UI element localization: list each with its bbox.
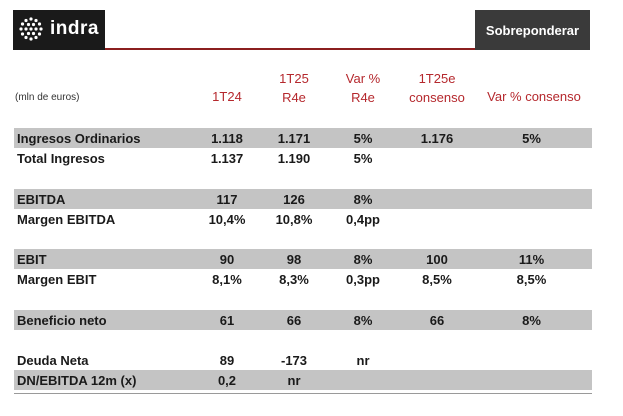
cell-consenso: 100 [426,252,448,267]
cell-var-consenso [479,148,584,168]
cell-consenso [406,209,468,229]
column-header-line: 1T24 [212,89,242,104]
cell-var: 8% [353,252,373,267]
column-header-line: consenso [409,90,465,105]
row-label: EBIT [17,252,47,267]
column-header-line: 1T25 [279,71,309,86]
column-header-1t25e-consenso [402,71,472,106]
cell-1t25: -173 [280,353,308,368]
column-header-1t24 [200,89,254,105]
column-header-line: R4e [282,90,306,105]
table-row [14,128,592,148]
table-bottom-rule [14,393,592,394]
cell-consenso [406,189,468,209]
cell-1t24: 1.118 [211,131,243,146]
row-label: Beneficio neto [17,313,107,328]
cell-1t24: 61 [219,313,235,328]
table-row [14,249,592,269]
cell-1t24: 89 [219,353,235,368]
column-header-1t25-r4e [266,71,322,106]
report-header [13,10,590,50]
table-row [14,189,592,209]
cell-var-consenso [479,370,584,390]
row-label: Total Ingresos [17,151,105,166]
cell-var: nr [356,353,370,368]
cell-1t25: 1.171 [277,131,311,146]
cell-1t24: 8,1% [212,272,242,287]
cell-consenso: 8,5% [422,272,452,287]
indra-logo [13,10,105,50]
column-header-line: R4e [351,90,375,105]
column-header-line: Var % [345,71,381,86]
cell-var-consenso: 11% [518,252,545,267]
cell-var: 0,4pp [346,212,380,227]
cell-var-consenso: 5% [522,131,541,146]
cell-var-consenso [479,189,584,209]
cell-1t25: 10,8% [275,212,313,227]
table-row [14,370,592,390]
row-label: Margen EBIT [17,272,97,287]
table-row [14,148,592,168]
table-row [14,310,592,330]
column-header-var-consenso [476,89,592,105]
cell-1t24: 1.137 [210,151,244,166]
cell-var: 5% [353,151,373,166]
table-row [14,209,592,229]
cell-1t25: 66 [286,313,302,328]
cell-1t25: 1.190 [277,151,311,166]
cell-var: 0,3pp [346,272,380,287]
cell-1t24: 10,4% [208,212,246,227]
dot-grid-logo-icon [18,16,44,42]
cell-var: 8% [353,313,373,328]
cell-1t24: 90 [219,252,235,267]
cell-1t25: 8,3% [279,272,309,287]
row-label: Margen EBITDA [17,212,116,227]
cell-1t24: 0,2 [217,373,237,388]
table-row [14,269,592,289]
cell-var: 8% [353,192,373,207]
cell-consenso [406,148,468,168]
table-row [14,350,592,370]
row-label: DN/EBITDA 12m (x) [17,373,137,388]
cell-1t25: nr [287,373,301,388]
cell-consenso [406,370,468,390]
cell-var: 5% [353,131,373,146]
row-label: Ingresos Ordinarios [17,131,141,146]
cell-var-consenso: 8,5% [516,272,547,287]
cell-var-consenso [479,209,584,229]
row-label: EBITDA [17,192,66,207]
rating-badge: Sobreponderar [475,10,590,50]
column-header-line: Var % consenso [487,89,581,104]
cell-consenso: 66 [429,313,445,328]
cell-1t25: 98 [286,252,302,267]
cell-1t24: 117 [216,192,238,207]
cell-var [332,370,394,390]
cell-consenso: 1.176 [420,131,454,146]
cell-1t25: 126 [283,192,305,207]
cell-var-consenso [479,350,584,370]
cell-consenso [406,350,468,370]
row-label: Deuda Neta [17,353,89,368]
cell-var-consenso: 8% [522,313,541,328]
logo-text: indra [50,18,99,39]
column-header-var-r4e [332,71,394,106]
units-label: (mln de euros) [15,92,80,103]
column-header-line: 1T25e [418,71,456,86]
